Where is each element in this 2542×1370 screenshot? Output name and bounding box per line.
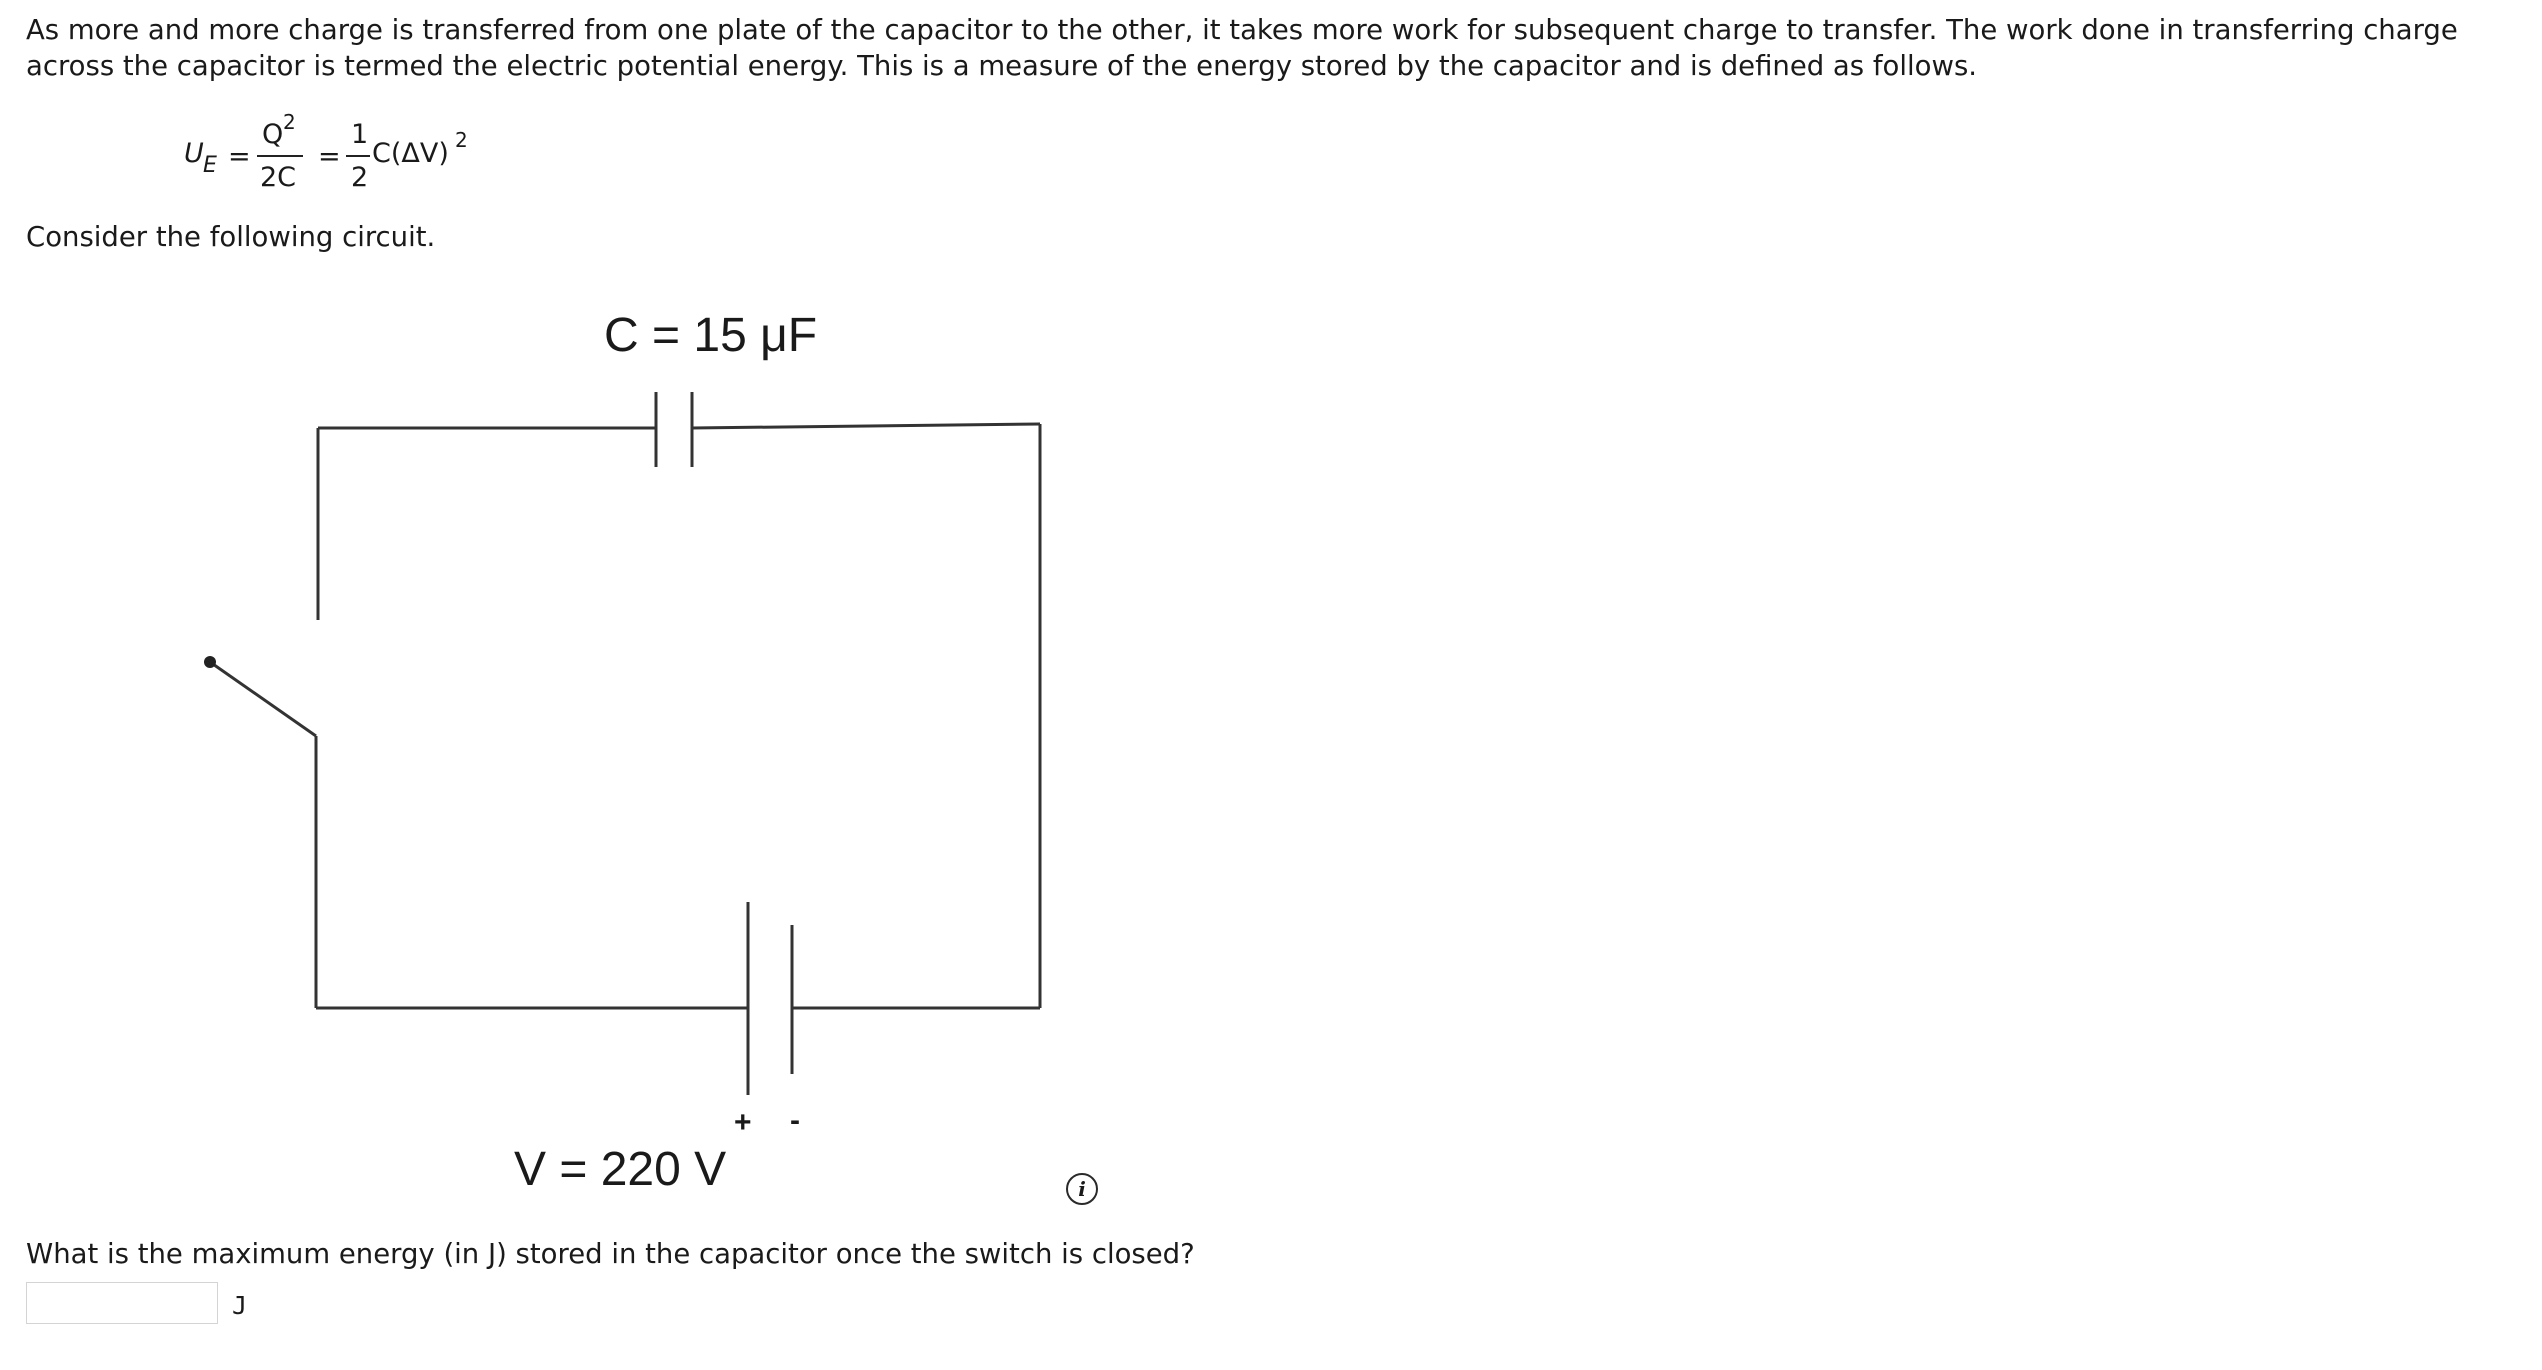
answer-input[interactable] [26,1282,218,1324]
question-text: What is the maximum energy (in J) stored in the capacitor once the switch is closed? [26,1238,1195,1270]
wire-top-right [692,424,1040,428]
eq-lhs-sub: E [203,153,217,178]
eq-lhs: U [184,138,204,169]
battery-label: V = 220 V [514,1143,727,1196]
capacitor-label: C = 15 μF [604,309,818,362]
eq-frac1-den: 2C [260,162,297,193]
info-icon[interactable]: i [1066,1173,1098,1205]
battery-plus-sign: + [734,1106,752,1139]
eq-rhs: C(ΔV) [372,138,449,169]
eq-frac1-num: Q [262,119,284,150]
switch-arm [210,662,316,736]
eq-frac2-den: 2 [351,162,369,193]
switch-contact-dot [204,656,216,668]
answer-unit: J [232,1291,248,1320]
consider-text: Consider the following circuit. [26,221,436,253]
battery-minus-sign: - [790,1104,800,1137]
eq-equals-2: = [318,141,341,172]
eq-equals-1: = [228,141,251,172]
intro-paragraph: As more and more charge is transferred from one plate of the capacitor to the other, it takes more work for subsequent charge to transfer. The work done in transferring charge across the capacitor is termed the electric potential energy. This is a measure of the energy stored by the capacitor and is defined as follows. [26,14,2458,82]
eq-frac1-num-sup: 2 [283,110,296,134]
eq-rhs-sup: 2 [455,128,468,152]
eq-frac2-num: 1 [351,119,369,150]
